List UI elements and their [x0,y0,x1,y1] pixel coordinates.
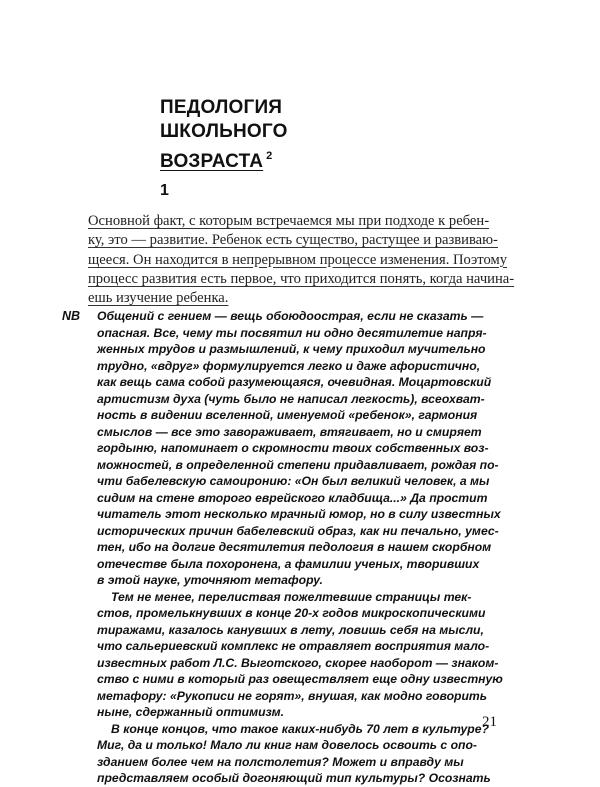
comment-line: тен, ибо на долгие десятилетия педология в нашем скорбном [97,540,492,554]
comment-line: чти бабелевскую самоиронию: «Он был великий человек, а мы [97,474,490,488]
comment-line: женных трудов и размышлений, к чему приходил мучительно [97,342,486,356]
comment-line: в этой науке, уточняют метафору. [97,573,323,587]
title-line: ПЕДОЛОГИЯ [160,97,283,118]
commentary-block [97,308,509,787]
comment-line: гордыню, напоминает о скромности твоих собственных воз- [97,441,489,455]
comment-line: можностей, в определенной степени придавливает, рождая по- [97,457,499,472]
comment-line: В конце концов, что такое каких-нибудь 70 лет в культуре? [111,721,489,736]
comment-line: стов, промелькнувших в конце 20-х годов микроскопическими [97,606,486,620]
comment-line: отечестве была похоронена, а фамилии ученых, творивших [97,556,480,571]
comment-line: ныне, сдержанный оптимизм. [97,705,285,719]
comment-line: известных работ Л.С. Выготского, скорее наоборот — знаком- [97,655,499,670]
intro-line: ешь изучение ребенка. [88,290,229,307]
comment-line: Миг, да и только! Мало ли книг нам довелось освоить с опо- [97,738,477,752]
comment-line: ность в видении вселенной, именуемой «ребенок», гармония [97,408,478,422]
comment-line: Общений с гением — вещь обоюдоострая, если не сказать — [97,309,484,323]
intro-line: процесс развития есть первое, что приходится понять, когда начина- [88,270,515,287]
chapter-title [160,96,288,174]
comment-line: Тем не менее, перелиствая пожелтевшие страницы тек- [111,589,472,604]
comment-line: читатель этот несколько мрачный юмор, но в силу известных [97,507,501,521]
intro-paragraph [88,212,515,308]
intro-line: щееся. Он находится в непрерывном процессе изменения. Поэтому [88,251,508,268]
comment-line: исторических причин бабелевский образ, как ни печально, умес- [97,523,499,538]
title-line: ВОЗРАСТА [160,151,264,172]
comment-line: сидим на стене второго еврейского кладбища...» Да простит [97,490,488,505]
comment-line: смыслов — все это завораживает, втягивает, но и смиряет [97,424,482,439]
comment-line: артистизм духа (чуть было не написал легкость), всеохват- [97,391,485,406]
comment-line: трудно, «вдруг» формулируется легко и даже афористично, [97,358,481,373]
comment-line: метафору: «Рукописи не горят», внушая, как модно говорить [97,688,487,703]
comment-line: что сальериевский комплекс не отравляет восприятия мало- [97,639,490,653]
nb-label: NB [62,309,81,323]
comment-line: опасная. Все, чему ты посвятил ни одно десятилетие напря- [97,325,487,340]
comment-line: зданием более чем на полстолетия? Может и вправду мы [97,754,464,769]
section-number: 1 [160,182,169,199]
page-number: 21 [482,714,497,730]
intro-line: ку, это — развитие. Ребенок есть существо, растущее и развиваю- [88,232,498,249]
title-line: ШКОЛЬНОГО [160,121,288,142]
footnote-mark: 2 [266,150,273,162]
comment-line: как вещь сама собой разумеющаяся, очевидная. Моцартовский [97,375,492,389]
comment-line: представляем особый догоняющий тип культуры? Осознать [97,771,491,785]
comment-line: тиражами, казалось канувших в лету, ловишь себя на мысли, [97,622,484,637]
comment-line: ство с ними в который раз овеществляет еще одну известную [97,672,503,686]
intro-line: Основной факт, с которым встречаемся мы при подходе к ребен- [88,213,490,229]
